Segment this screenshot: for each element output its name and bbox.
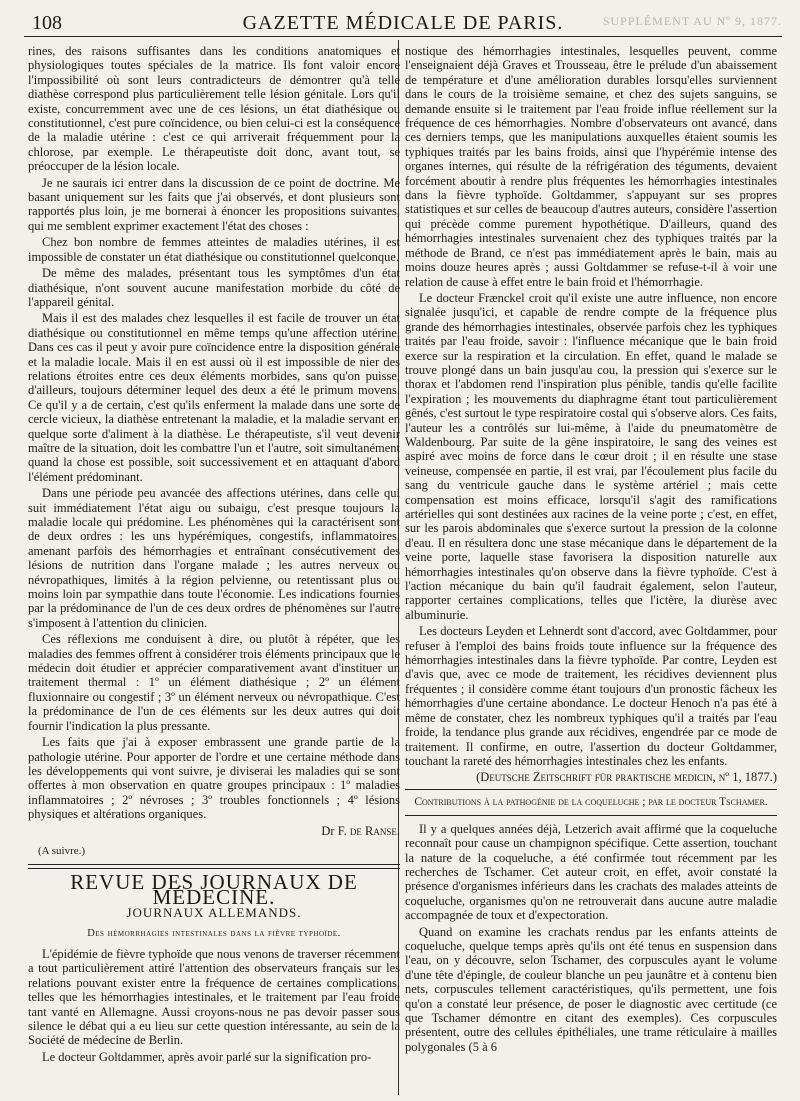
signature-prefix: Dr F. [321, 823, 350, 838]
paragraph: L'épidémie de fièvre typhoïde que nous venons de traverser récemment a tout particulièrement attiré l'attention des observateurs français sur les relations pouvant exister entre la fréquence de certaines complications, telles que les hémorrhagies intestinales, et le traitement par l'eau froide tant vanté en Allemagne. Aussi croyons-nous ne pas devoir passer sous silence le débat qui a eu lieu sur cette question intéressante, au sein de la Société de médecine de Berlin. [28, 946, 400, 1048]
paragraph: Le docteur Frænckel croit qu'il existe une autre influence, non encore signalée jusqu'ici, et capable de rendre compte de la fréquence plus grande des hémorrhagies intestinales, observée parfois chez les typhiques traités par l'eau froide, savoir : l'influence mécanique que le bain froid exerce sur la respiration et la circulation. En effet, quand le malade se trouve plongé dans un bain jusqu'au cou, la pression qui s'exerce sur le thorax et l'abdomen rend l'inspiration plus pénible, tandis qu'elle facilite l'expiration ; les mouvements du diaphragme étant tout particulièrement gênés, c'est surtout le type respiratoire costal qui s'observe alors. Ces faits, l'auteur les a contrôlés sur lui-même, à l'aide du pneumatomètre de Waldenbourg. Par suite de la gêne inspiratoire, le sang des veines est aspiré avec moins de force dans le cœur droit ; il en résulte une stase veineuse, compensée en partie, il est vrai, par l'écoulement plus facile du sang du ventricule gauche dans le système artériel ; mais cette compensation est moins efficace, lorsqu'il s'agit des ramifications artérielles qui sont destinées aux racines de la veine porte ; c'est, en effet, sur les parois abdominales que s'exerce surtout la pression de la colonne d'eau. Il en résultera donc une stase mécanique dans le département de la veine porte, laquelle stase favorisera la disposition naturelle aux hémorrhagies intestinales qu'on observe dans la fièvre typhoïde. C'est à l'action mécanique du bain qu'il faudrait également, selon l'auteur, rapporter certaines complications, telles que l'ictère, la diurèse avec albuminurie. [405, 290, 777, 622]
paragraph: Je ne saurais ici entrer dans la discussion de ce point de doctrine. Me basant uniquement sur les faits que j'ai observés, et dont plusieurs sont rapportés plus loin, je me bornerai à énoncer les propositions suivantes, qui me semblent exprimer exactement l'état des choses : [28, 175, 400, 233]
paragraph: nostique des hémorrhagies intestinales, lesquelles peuvent, comme l'enseignaient déjà Graves et Trousseau, être le prélude d'un abaissement de température et d'une amélioration durables lorsqu'elles surviennent dans le cours de la troisième semaine, et chez des sujets sanguins, se demande ensuite si le traitement par l'eau froide influe réellement sur la fréquence de ces hémorrhagies. Nombre d'observateurs ont avancé, dans ces derniers temps, que les manipulations auxquelles étaient soumis les typhiques traités par les bains froids, ainsi que l'hypérémie intense des organes internes, qui résulte de la réfrigération des téguments, devaient forcément aboutir à rendre plus fréquentes les hémorrhagies intestinales dans la fièvre typhoïde. Goltdammer, s'appuyant sur ses propres statistiques et sur celles de beaucoup d'autres auteurs, considère l'assertion qui précède comme purement hypothétique. D'ailleurs, quand des hémorrhagies intestinales survenaient chez des typhiques traités par la méthode de Brand, ce n'est pas immédiatement après le bain, mais au moins douze heures après ; aussi Goltdammer se refuse-t-il à voir une relation de cause à effet entre le bain froid et l'hémorrhagie. [405, 44, 777, 289]
paragraph: Dans une période peu avancée des affections utérines, dans celle qui suit immédiatement l'état aigu ou subaigu, c'est presque toujours la maladie locale qui prédomine. Les phénomènes qui la caractérisent sont de deux ordres : les uns hypérémiques, congestifs, inflammatoires, amenant parfois des hémorrhagies et entraînant consécutivement des lésions de nutrition dans l'organe malade ; les autres nerveux ou névropathiques, limités à la région pelvienne, ou retentissant plus ou moins loin par sympathie dans toute l'économie. Les indications fournies par la prédominance de l'un de ces deux ordres de phénomènes sur l'autre s'imposent à l'attention du clinicien. [28, 486, 400, 630]
signature-name: de Ranse. [349, 823, 400, 838]
section-rule [405, 815, 777, 816]
paragraph: Il y a quelques années déjà, Letzerich avait affirmé que la coqueluche reconnaît pour cause un champignon spécifique. Cette assertion, touchant la nature de la coqueluche, a été confirmée tout récemment par les recherches de Tschamer. Cet auteur croit, en effet, avoir constaté la présence d'organismes inférieurs dans les crachats des malades atteints de coqueluche, organismes qu'on ne retrouverait dans aucune autre maladie accompagnée de toux et d'expectoration. [405, 821, 777, 923]
signature [28, 824, 400, 838]
journal-title: GAZETTE MÉDICALE DE PARIS. [242, 12, 564, 34]
paragraph: De même des malades, présentant tous les symptômes d'un état diathésique, n'ont souvent aucune manifestation morbide du côté de l'appareil génital. [28, 266, 400, 309]
right-column [405, 44, 777, 1094]
section-heading: Des hémorrhagies intestinales dans la fièvre typhoïde. [87, 927, 341, 939]
left-column [28, 44, 400, 1094]
revue-title: REVUE DES JOURNAUX DE MÉDECINE. [70, 870, 358, 909]
paragraph: Les docteurs Leyden et Lehnerdt sont d'accord, avec Goltdammer, pour refuser à l'emploi des bains froids toute influence sur la fréquence des hémorrhagies intestinales dans la fièvre typhoïde. Par contre, Leyden est d'avis que, avec ce mode de traitement, les récidives deviennent plus fréquentes ; il considère comme étant toujours d'un pronostic fâcheux les hémorrhagies d'une certaine abondance. Le docteur Henoch n'a pas été à même de constater, chez les nombreux typhiques qu'il a traités par l'eau froide, la tendance plus grande aux récidives, engendrée par ce mode de traitement. Il confirme, en outre, l'assertion du docteur Goltdammer, touchant la rareté des hémorrhagies intestinales chez les enfants. [405, 624, 777, 768]
paragraph: Ces réflexions me conduisent à dire, ou plutôt à répéter, que les maladies des femmes offrent à considérer trois éléments principaux que le médecin doit étudier et apprécier comparativement avant d'instituer un traitement thermal : 1º un élément diathésique ; 2º un élément fluxionnaire ou congestif ; 3º un élément nerveux ou névropathique. C'est la prédominance de l'un de ces éléments sur les deux autres qui doit fournir l'indication la plus pressante. [28, 632, 400, 733]
source-citation: (Deutsche Zeitschrift für praktische medicin, nº 1, 1877.) [476, 770, 777, 785]
paragraph: Mais il est des malades chez lesquelles il est facile de trouver un état diathésique ou constitutionnel en même temps qu'une affection utérine. Dans ces cas il peut y avoir pure coïncidence entre la disposition générale et la maladie locale. Mais il en est aussi où il est impossible de nier des relations étroites entre ces deux éléments morbides, sans qu'on puisse, d'ailleurs, toujours déterminer lequel des deux a été le primum movens. Ce qu'il y a de certain, c'est qu'ils enferment la malade dans une sorte de cercle vicieux, la diathèse entretenant la maladie, et la maladie servant en quelque sorte d'aliment à la diathèse. Le thérapeutiste, s'il veut devenir maître de la situation, doit les combattre l'un et l'autre, soit simultanément quand la chose est possible, soit successivement et en attaquant d'abord l'élément prédominant. [28, 311, 400, 484]
section-rule [405, 789, 777, 790]
article-heading: Contributions à la pathogénie de la coqueluche ; par le docteur Tschamer. [414, 795, 768, 808]
paragraph: Chez bon nombre de femmes atteintes de maladies utérines, il est impossible de constater un état diathésique ou constitutionnel quelconque. [28, 235, 400, 264]
paragraph: Quand on examine les crachats rendus par les enfants atteints de coqueluche, quelque temps après qu'ils ont été tenus en suspension dans l'eau, on y découvre, selon Tschamer, des corpuscules ayant le volume d'une tête d'épingle, de couleur blanche un peu jaunâtre et à contenu bien nets, corpuscules tellement caractéristiques, qu'ils permettent, une fois qu'on a constaté leur présence, de poser le diagnostic avec certitude (ce que Tschamer démontre en citant des exemples). Ces corpuscules présentent, outre des cellules épithéliales, une trame réticulaire à mailles polygonales (5 à 6 [405, 924, 777, 1054]
a-suivre: (A suivre.) [38, 844, 86, 857]
paragraph: Le docteur Goltdammer, après avoir parlé sur la signification pro- [42, 1049, 372, 1064]
page-number: 108 [32, 12, 62, 34]
page-header [24, 10, 782, 37]
paragraph: rines, des raisons suffisantes dans les conditions anatomiques et physiologiques toutes spéciales de la matrice. Ils font valoir encore l'impossibilité où sont leurs contradicteurs de démontrer qu'à telle diathèse correspond plus particulièrement telle lésion génitale. Lors qu'il existe, concurremment avec une de ces lésions, un état diathésique ou constitutionnel, c'est pure coïncidence, ou bien celui-ci est la conséquence de la maladie utérine : c'est ce qui arriverait fréquemment pour la chlorose, par exemple. Le thérapeutiste doit donc, avant tout, se préoccuper de la lésion locale. [28, 44, 400, 174]
ghost-bleed-text: SUPPLÉMENT AU Nº 9, 1877. [602, 14, 782, 28]
paragraph: Les faits que j'ai à exposer embrassent une grande partie de la pathologie utérine. Pour apporter de l'ordre et une certaine méthode dans les développements qui vont suivre, je diviserai les maladies qui se sont offertes à mon observation en quatre groupes principaux : 1º maladies inflammatoires ; 2º névroses ; 3º troubles fonctionnels ; 4º lésions physiques et altérations organiques. [28, 735, 400, 822]
section-rule [28, 864, 400, 869]
revue-subtitle: JOURNAUX ALLEMANDS. [126, 905, 302, 921]
